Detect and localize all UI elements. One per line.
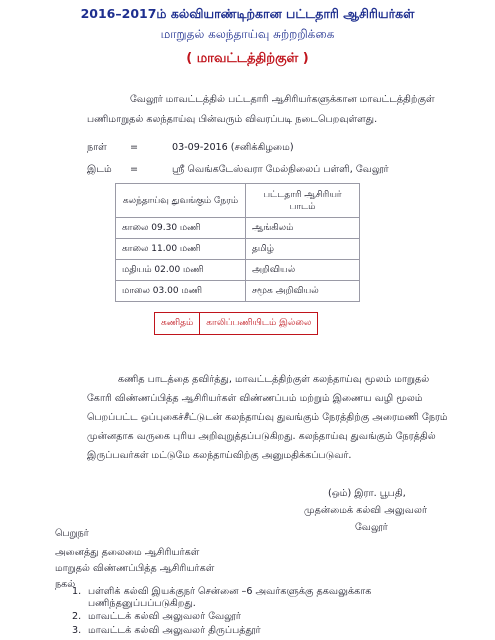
title-line-2: மாறுதல் கலந்தாய்வு சுற்றறிக்கை: [160, 27, 335, 41]
list-number: 1.: [72, 586, 82, 597]
list-item: [72, 611, 241, 623]
intro-line-2: பணிமாறுதல் கலந்தாய்வு பின்வரும் விவரப்படி நடைபெறவுள்ளது.: [87, 114, 378, 125]
date-separator: =: [130, 142, 139, 153]
vacancy-table: [154, 312, 318, 335]
schedule-subject-cell: சமூக அறிவியல்: [246, 281, 360, 302]
recipients-heading: பெறுநர்: [55, 528, 89, 539]
copy-label: நகல்: [55, 579, 76, 590]
body-line-1: கணித பாடத்தை தவிர்த்து, மாவட்டத்திற்குள் கலந்தாய்வு மூலம் மாறுதல்: [118, 374, 430, 385]
signature-name: (ஒம்) இரா. பூபதி,: [328, 488, 406, 499]
vacancy-status: காலிப்பணியிடம் இல்லை: [200, 313, 318, 335]
schedule-subject-cell: அறிவியல்: [246, 260, 360, 281]
body-line-4: முன்னதாக வருகை புரிய அறிவுறுத்தப்படுகிறது. கலந்தாய்வு துவங்கும் நேரத்தில்: [87, 431, 436, 442]
schedule-time-cell: காலை 11.00 மணி: [116, 239, 246, 260]
list-item: [72, 625, 261, 637]
schedule-header-row: [116, 184, 360, 218]
list-item: [72, 586, 371, 598]
table-row: [116, 281, 360, 302]
table-row: [116, 239, 360, 260]
copy-line: மாவட்டக் கல்வி அலுவலர் திருப்பத்தூர்: [88, 625, 261, 636]
vacancy-subject: கணிதம்: [155, 313, 200, 335]
vacancy-row: [155, 313, 318, 335]
date-value: 03-09-2016 (சனிக்கிழமை): [172, 142, 294, 153]
schedule-header-time: கலந்தாய்வு துவங்கும் நேரம்: [116, 184, 246, 218]
schedule-time-cell: மாலை 03.00 மணி: [116, 281, 246, 302]
signature-designation: முதன்மைக் கல்வி அலுவலர்: [304, 505, 427, 516]
signature-place: வேலூர்: [355, 522, 388, 533]
schedule-table: [115, 183, 360, 302]
title-line-1: 2016–2017ம் கல்வியாண்டிற்கான பட்டதாரி ஆசிரியர்கள்: [80, 6, 415, 21]
recipient-line-1: அனைத்து தலைமை ஆசிரியர்கள்: [55, 547, 200, 558]
list-number: 3.: [72, 625, 82, 636]
list-number: 2.: [72, 611, 82, 622]
table-row: [116, 218, 360, 239]
schedule-time-cell: காலை 09.30 மணி: [116, 218, 246, 239]
venue-value: ஸ்ரீ வெங்கடேஸ்வரா மேல்நிலைப் பள்ளி, வேலூர்: [172, 164, 389, 175]
schedule-header-subject: பட்டதாரி ஆசிரியர் பாடம்: [246, 184, 360, 218]
title-line-3: ( மாவட்டத்திற்குள் ): [186, 51, 309, 66]
venue-separator: =: [130, 164, 139, 175]
body-line-3: பெறப்பட்ட ஒப்புகைச்சீட்டுடன் கலந்தாய்வு துவங்கும் நேரத்திற்கு அரைமணி நேரம்: [87, 412, 448, 423]
body-line-5: இருப்பவர்கள் மட்டுமே கலந்தாய்விற்கு அனுமதிக்கப்படுவர்.: [87, 450, 352, 461]
date-label: நாள்: [87, 142, 107, 153]
recipient-line-2: மாறுதல் விண்ணப்பித்த ஆசிரியர்கள்: [55, 563, 215, 574]
schedule-subject-cell: தமிழ்: [246, 239, 360, 260]
copy-line-continued: பணிந்தனுப்பப்படுகிறது.: [88, 598, 196, 609]
copy-line: பள்ளிக் கல்வி இயக்குநர் சென்னை –6 அவர்களுக்கு தகவலுக்காக: [88, 586, 372, 597]
intro-line-1: வேலூர் மாவட்டத்தில் பட்டதாரி ஆசிரியர்களுக்கான மாவட்டத்திற்குள்: [130, 94, 435, 105]
venue-label: இடம்: [87, 164, 112, 175]
schedule-subject-cell: ஆங்கிலம்: [246, 218, 360, 239]
copy-line: மாவட்டக் கல்வி அலுவலர் வேலூர்: [88, 611, 241, 622]
table-row: [116, 260, 360, 281]
body-line-2: கோரி விண்ணப்பித்த ஆசிரியர்கள் விண்ணப்பம் மற்றும் இணைய வழி மூலம்: [87, 393, 423, 404]
schedule-time-cell: மதியம் 02.00 மணி: [116, 260, 246, 281]
